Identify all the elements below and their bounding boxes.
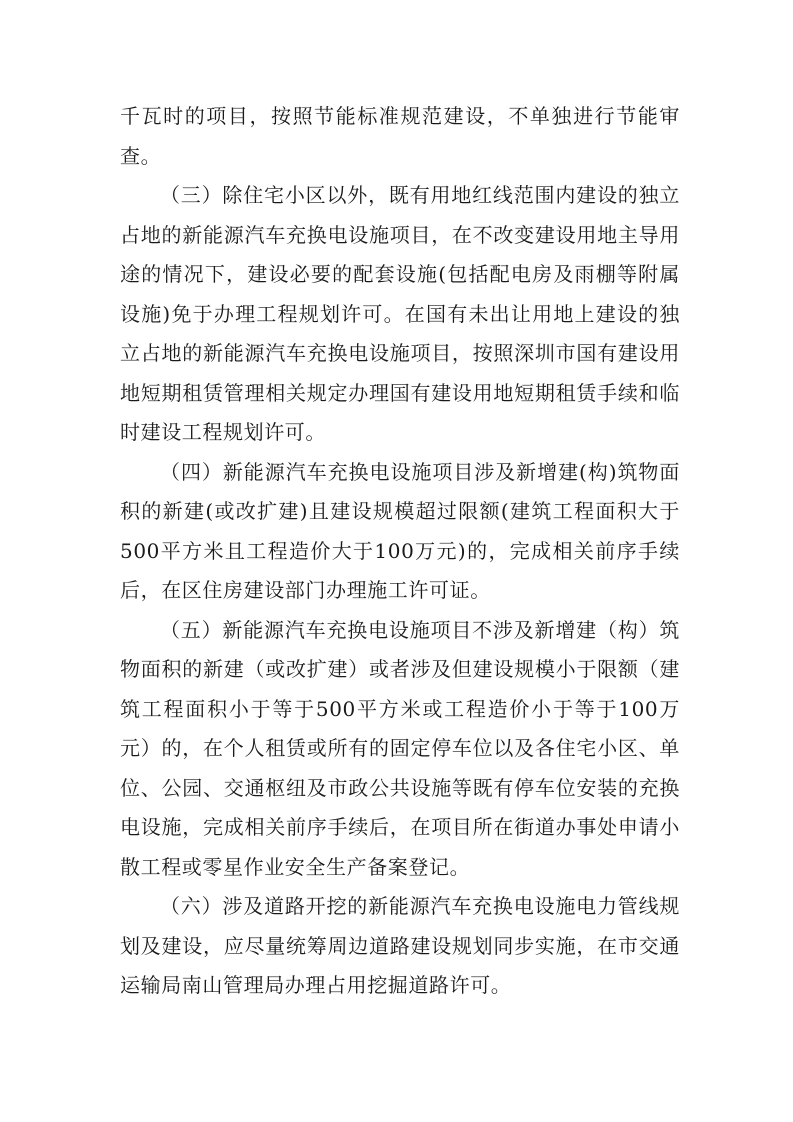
paragraph-item-4: （四）新能源汽车充换电设施项目涉及新增建(构)筑物面积的新建(或改扩建)且建设规模超过限额(建筑工程面积大于500平方米且工程造价大于100万元)的，完成相关前序手续后，在区住房建设部门办理施工许可证。 <box>120 459 680 602</box>
paragraph-item-3: （三）除住宅小区以外，既有用地红线范围内建设的独立占地的新能源汽车充换电设施项目，在不改变建设用地主导用途的情况下，建设必要的配套设施(包括配电房及雨棚等附属设施)免于办理工程规划许可。在国有未出让用地上建设的独立占地的新能源汽车充换电设施项目，按照深圳市国有建设用地短期租赁管理相关规定办理国有建设用地短期租赁手续和临时建设工程规划许可。 <box>120 183 680 444</box>
body-text <box>120 97 680 1006</box>
paragraph-item-6: （六）涉及道路开挖的新能源汽车充换电设施电力管线规划及建设，应尽量统筹周边道路建设规划同步实施，在市交通运输局南山管理局办理占用挖掘道路许可。 <box>120 894 680 997</box>
paragraph-continuation: 千瓦时的项目，按照节能标准规范建设，不单独进行节能审查。 <box>120 104 680 168</box>
paragraph-item-5: （五）新能源汽车充换电设施项目不涉及新增建（构）筑物面积的新建（或改扩建）或者涉及但建设规模小于限额（建筑工程面积小于等于500平方米或工程造价小于等于100万元）的，在个人租赁或所有的固定停车位以及各住宅小区、单位、公园、交通枢纽及市政公共设施等既有停车位安装的充换电设施，完成相关前序手续后，在项目所在街道办事处申请小散工程或零星作业安全生产备案登记。 <box>120 617 680 879</box>
